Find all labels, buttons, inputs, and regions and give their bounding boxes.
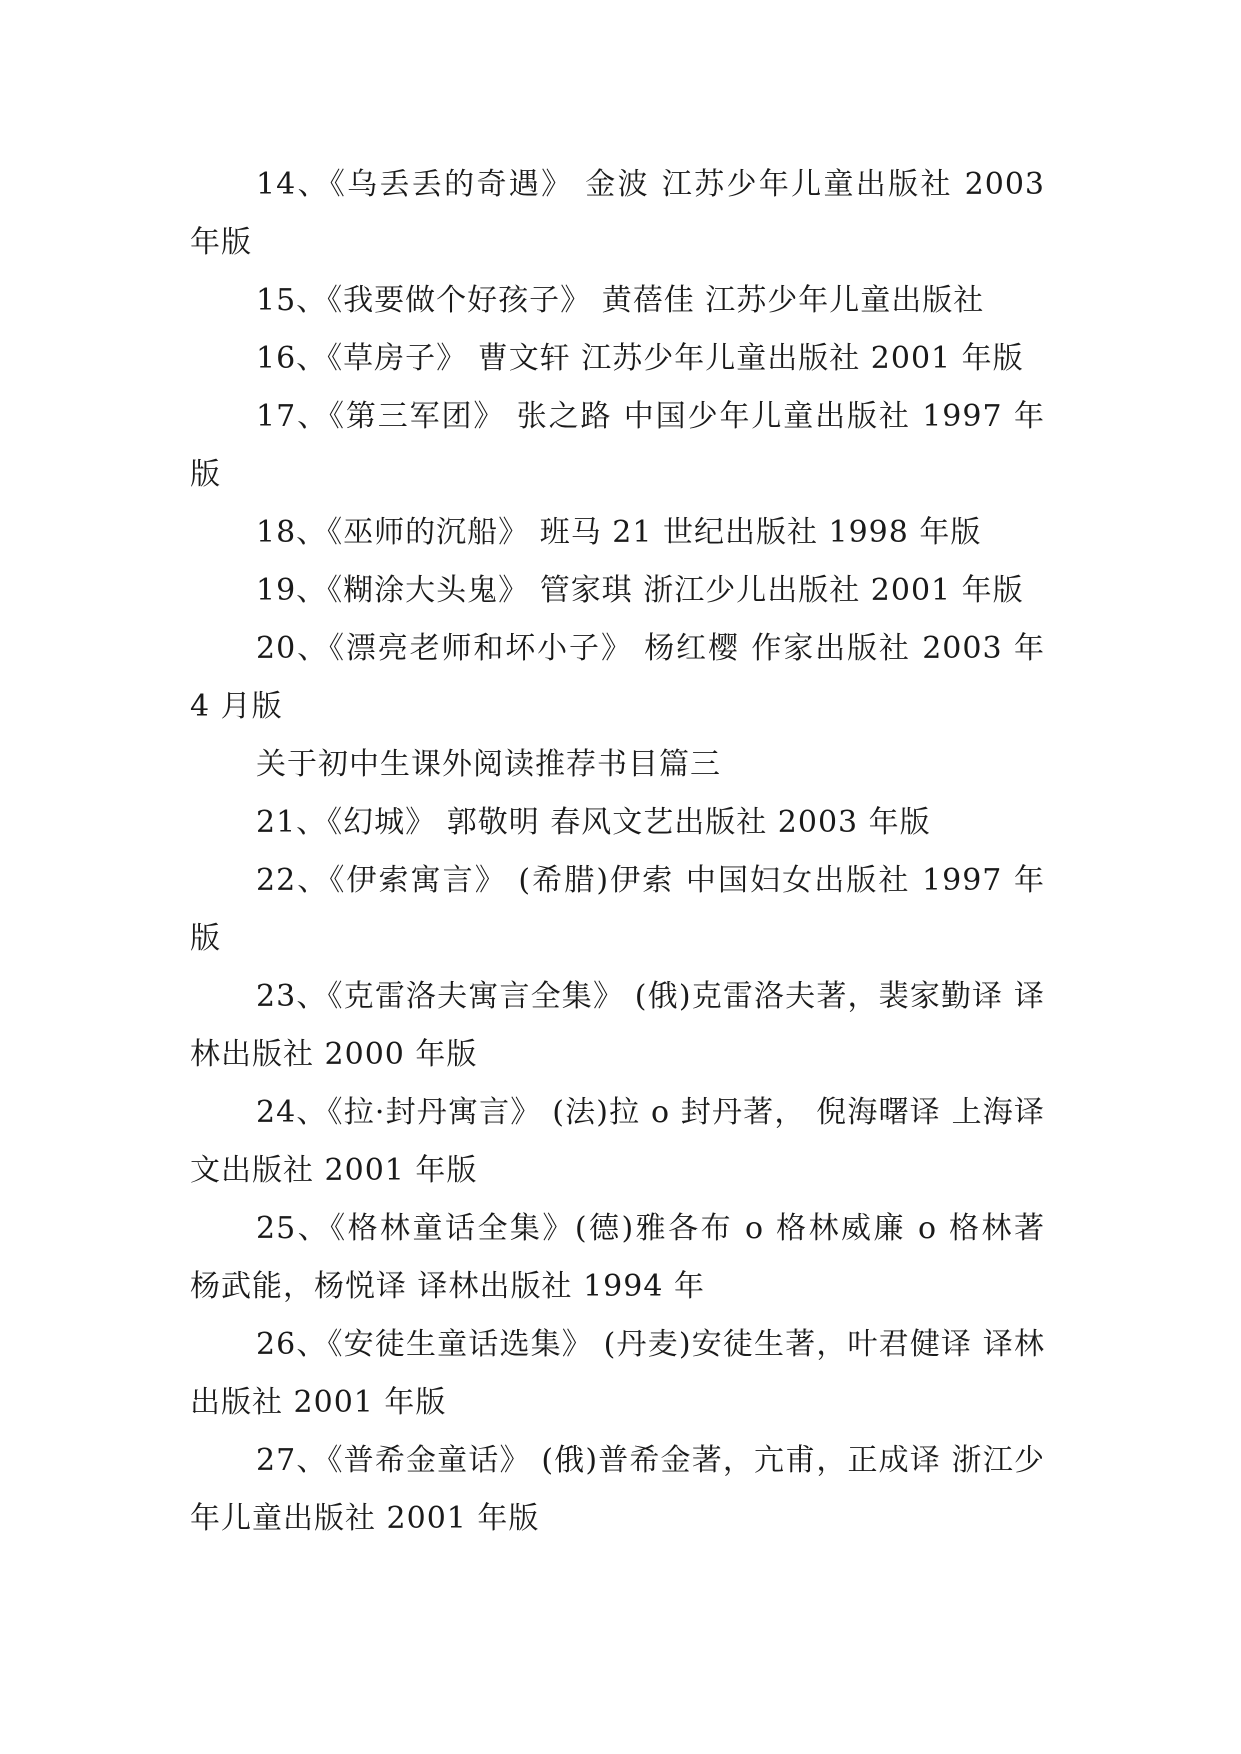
book-entry-21: 21、《幻城》 郭敬明 春风文艺出版社 2003 年版 bbox=[256, 805, 931, 840]
book-entry-24: 24、《拉·封丹寓言》 (法)拉 o 封丹著， 倪海曙译 上海译文出版社 2001 年版 bbox=[190, 1095, 1045, 1188]
book-entry-17: 17、《第三军团》 张之路 中国少年儿童出版社 1997 年版 bbox=[190, 399, 1045, 492]
book-entry-19: 19、《糊涂大头鬼》 管家琪 浙江少儿出版社 2001 年版 bbox=[256, 573, 1024, 608]
book-entry-14: 14、《乌丢丢的奇遇》 金波 江苏少年儿童出版社 2003 年版 bbox=[190, 167, 1045, 260]
book-entry-26: 26、《安徒生童话选集》 (丹麦)安徒生著，叶君健译 译林出版社 2001 年版 bbox=[190, 1327, 1045, 1420]
book-entry-15: 15、《我要做个好孩子》 黄蓓佳 江苏少年儿童出版社 bbox=[256, 283, 985, 318]
book-entry-20: 20、《漂亮老师和坏小子》 杨红樱 作家出版社 2003 年 4 月版 bbox=[190, 631, 1045, 724]
book-entry-25: 25、《格林童话全集》(德)雅各布 o 格林威廉 o 格林著 杨武能，杨悦译 译林出版社 1994 年 bbox=[190, 1211, 1045, 1304]
book-entry-16: 16、《草房子》 曹文轩 江苏少年儿童出版社 2001 年版 bbox=[256, 341, 1024, 376]
book-entry-23: 23、《克雷洛夫寓言全集》 (俄)克雷洛夫著，裴家勤译 译林出版社 2000 年版 bbox=[190, 979, 1045, 1072]
section-heading: 关于初中生课外阅读推荐书目篇三 bbox=[256, 747, 721, 782]
book-entry-18: 18、《巫师的沉船》 班马 21 世纪出版社 1998 年版 bbox=[256, 515, 982, 550]
book-entry-27: 27、《普希金童话》 (俄)普希金著，亢甫，正成译 浙江少年儿童出版社 2001 年版 bbox=[190, 1443, 1045, 1536]
book-entry-22: 22、《伊索寓言》 (希腊)伊索 中国妇女出版社 1997 年版 bbox=[190, 863, 1045, 956]
document-body bbox=[190, 156, 1045, 1548]
